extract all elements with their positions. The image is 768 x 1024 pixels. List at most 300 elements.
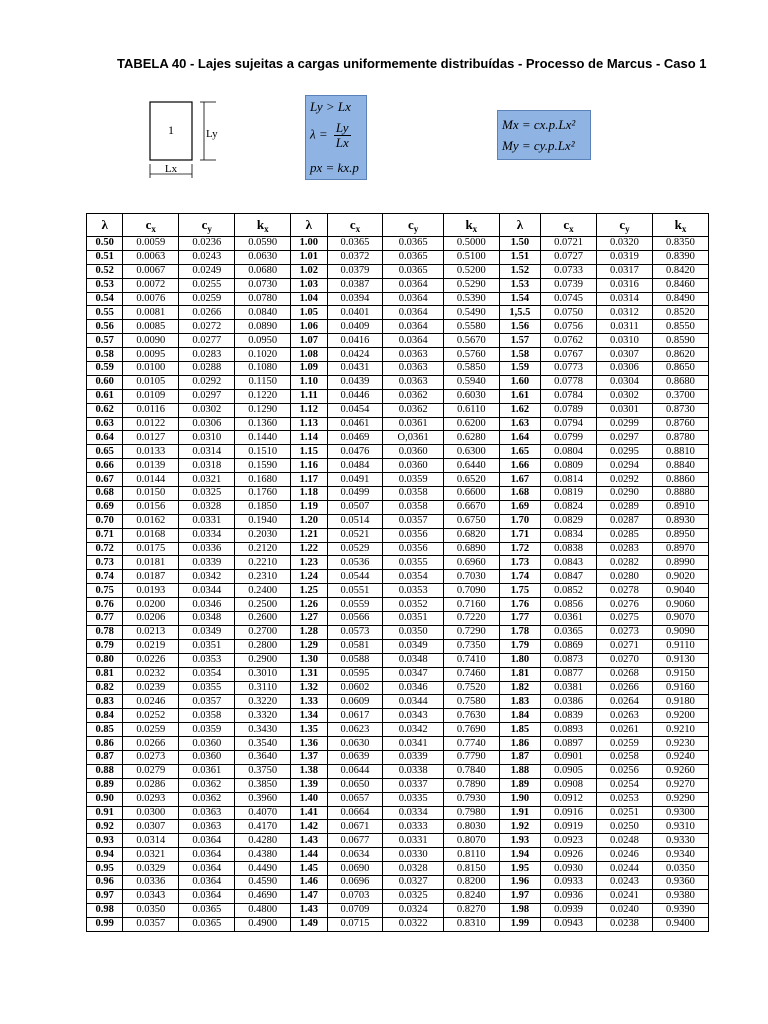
coefficient-cell: 0.0364 <box>383 334 443 348</box>
coefficient-cell: 0.8420 <box>652 264 708 278</box>
coefficient-cell: 0.0336 <box>123 875 179 889</box>
coefficient-cell: 0.0529 <box>327 542 383 556</box>
coefficient-cell: 0.5290 <box>443 278 499 292</box>
lambda-cell: 0.84 <box>87 709 123 723</box>
coefficient-cell: 0.0365 <box>383 237 443 251</box>
coefficient-cell: 0.0416 <box>327 334 383 348</box>
coefficient-cell: 0.0727 <box>541 250 597 264</box>
coefficient-cell: 0.0364 <box>179 862 235 876</box>
coefficient-cell: 0.3700 <box>652 389 708 403</box>
coefficient-cell: 0.0401 <box>327 306 383 320</box>
coefficient-cell: 0.1850 <box>235 500 291 514</box>
coefficient-cell: 0.0559 <box>327 598 383 612</box>
lambda-cell: 0.95 <box>87 862 123 876</box>
coefficient-cell: 0.0181 <box>123 556 179 570</box>
coefficient-cell: 0.9070 <box>652 612 708 626</box>
table-row <box>87 723 709 737</box>
coefficient-cell: 0.0354 <box>179 667 235 681</box>
coefficient-cell: 0.0301 <box>596 403 652 417</box>
table-row <box>87 667 709 681</box>
lambda-cell: 0.50 <box>87 237 123 251</box>
lambda-cell: 1.37 <box>291 750 327 764</box>
coefficient-cell: 0.0279 <box>123 764 179 778</box>
coefficient-cell: 0.7740 <box>443 737 499 751</box>
coefficient-cell: 0.9240 <box>652 750 708 764</box>
coefficient-cell: 0.0307 <box>123 820 179 834</box>
lambda-cell: 1.07 <box>291 334 327 348</box>
lambda-cell: 1.76 <box>499 598 540 612</box>
coefficient-cell: 0.0292 <box>596 473 652 487</box>
coefficient-cell: 0.0206 <box>123 612 179 626</box>
coefficient-cell: 0.0353 <box>179 653 235 667</box>
coefficient-cell: 0.9060 <box>652 598 708 612</box>
coefficient-cell: 0.0372 <box>327 250 383 264</box>
coefficient-cell: 0.0127 <box>123 431 179 445</box>
table-row <box>87 417 709 431</box>
coefficient-cell: 0.3220 <box>235 695 291 709</box>
coefficient-cell: 0.0363 <box>383 375 443 389</box>
table-row <box>87 375 709 389</box>
coefficient-cell: 0.0299 <box>596 417 652 431</box>
lambda-cell: 0.54 <box>87 292 123 306</box>
lambda-cell: 1.27 <box>291 612 327 626</box>
lambda-cell: 1.13 <box>291 417 327 431</box>
coefficient-cell: 0.0357 <box>123 917 179 931</box>
lambda-cell: 0.61 <box>87 389 123 403</box>
coefficient-cell: 0.0794 <box>541 417 597 431</box>
coefficient-cell: 0.0314 <box>179 445 235 459</box>
coefficient-cell: 0.8930 <box>652 514 708 528</box>
lambda-cell: 0.97 <box>87 889 123 903</box>
coefficient-cell: 0.9180 <box>652 695 708 709</box>
coefficient-cell: 0.0573 <box>327 625 383 639</box>
coefficient-cell: 0.6300 <box>443 445 499 459</box>
coefficient-cell: 0.0335 <box>383 792 443 806</box>
coefficient-cell: 0.0923 <box>541 834 597 848</box>
coefficient-cell: 0.0908 <box>541 778 597 792</box>
coefficient-cell: 0.8950 <box>652 528 708 542</box>
lambda-cell: 1.19 <box>291 500 327 514</box>
lambda-cell: 0.62 <box>87 403 123 417</box>
coefficient-cell: 0.0609 <box>327 695 383 709</box>
coefficient-cell: 0.0150 <box>123 487 179 501</box>
coefficient-cell: 0.7410 <box>443 653 499 667</box>
coefficient-cell: 0.0310 <box>596 334 652 348</box>
coefficient-cell: 0.0273 <box>123 750 179 764</box>
lambda-cell: 1.51 <box>499 250 540 264</box>
coefficient-cell: 0.0856 <box>541 598 597 612</box>
coefficient-cell: 0.0306 <box>179 417 235 431</box>
coefficient-cell: 0.0362 <box>383 403 443 417</box>
coefficient-cell: 0.0890 <box>235 320 291 334</box>
coefficient-cell: 0.0253 <box>596 792 652 806</box>
table-row <box>87 848 709 862</box>
table-row <box>87 431 709 445</box>
coefficient-cell: 0.0329 <box>123 862 179 876</box>
coefficient-cell: 0.0200 <box>123 598 179 612</box>
coefficient-cell: 0.5850 <box>443 362 499 376</box>
coefficient-cell: 0.8650 <box>652 362 708 376</box>
lambda-cell: 1.88 <box>499 764 540 778</box>
coefficient-cell: 0.0590 <box>235 237 291 251</box>
coefficient-cell: 0.0285 <box>596 528 652 542</box>
lambda-cell: 0.69 <box>87 500 123 514</box>
table-row <box>87 528 709 542</box>
coefficient-cell: 0.0644 <box>327 764 383 778</box>
coefficient-cell: 0.0551 <box>327 584 383 598</box>
coefficient-cell: 0.0300 <box>123 806 179 820</box>
coefficient-cell: 0.0243 <box>596 875 652 889</box>
lambda-cell: 1.38 <box>291 764 327 778</box>
coefficient-cell: 0.0116 <box>123 403 179 417</box>
lambda-cell: 0.63 <box>87 417 123 431</box>
coefficient-cell: 0.0268 <box>596 667 652 681</box>
coefficient-cell: 0.0721 <box>541 237 597 251</box>
coefficient-cell: 0.0244 <box>596 862 652 876</box>
coefficient-cell: 0.1510 <box>235 445 291 459</box>
lambda-cell: 1.11 <box>291 389 327 403</box>
lambda-cell: 1.47 <box>291 889 327 903</box>
coefficient-cell: 0.3960 <box>235 792 291 806</box>
lambda-cell: 1.95 <box>499 862 540 876</box>
lambda-cell: 0.80 <box>87 653 123 667</box>
coefficient-cell: 0.0387 <box>327 278 383 292</box>
coefficient-cell: 0.0677 <box>327 834 383 848</box>
table-row <box>87 764 709 778</box>
coefficient-cell: 0.0439 <box>327 375 383 389</box>
coefficient-cell: 0.8990 <box>652 556 708 570</box>
coefficient-cell: 0.7980 <box>443 806 499 820</box>
ly-label: Ly <box>206 128 218 140</box>
coefficient-cell: 0.0334 <box>179 528 235 542</box>
lambda-cell: 1.60 <box>499 375 540 389</box>
coefficient-cell: 0.5760 <box>443 348 499 362</box>
coefficient-cell: 0.0363 <box>179 820 235 834</box>
lambda-cell: 1.73 <box>499 556 540 570</box>
lambda-cell: 1.81 <box>499 667 540 681</box>
coefficient-cell: 0.4280 <box>235 834 291 848</box>
coefficient-cell: 0.5490 <box>443 306 499 320</box>
coefficient-cell: 0.3640 <box>235 750 291 764</box>
coefficient-cell: 0.0352 <box>383 598 443 612</box>
lambda-cell: 1.18 <box>291 487 327 501</box>
coefficient-cell: 0.0270 <box>596 653 652 667</box>
table-row <box>87 348 709 362</box>
coefficient-cell: 0.8840 <box>652 459 708 473</box>
coefficient-cell: 0.9310 <box>652 820 708 834</box>
lambda-cell: 0.64 <box>87 431 123 445</box>
coefficient-cell: 0.0365 <box>541 625 597 639</box>
coefficient-cell: 0.0263 <box>596 709 652 723</box>
lambda-cell: 0.70 <box>87 514 123 528</box>
coefficient-cell: 0.0873 <box>541 653 597 667</box>
coefficient-cell: 0.0307 <box>596 348 652 362</box>
coefficient-cell: 0.0814 <box>541 473 597 487</box>
coefficient-cell: 0.9020 <box>652 570 708 584</box>
table-row <box>87 570 709 584</box>
coefficient-cell: 0.7520 <box>443 681 499 695</box>
coefficient-cell: 0.7350 <box>443 639 499 653</box>
coefficient-cell: 0.6670 <box>443 500 499 514</box>
coefficient-cell: 0.2800 <box>235 639 291 653</box>
coefficient-cell: 0.0226 <box>123 653 179 667</box>
lambda-cell: 1.10 <box>291 375 327 389</box>
formula-lambda: λ = $\frac{Ly}{Lx}$ <box>310 120 349 150</box>
coefficient-cell: 0.2120 <box>235 542 291 556</box>
lambda-cell: 1.06 <box>291 320 327 334</box>
lambda-cell: 1.12 <box>291 403 327 417</box>
coefficient-cell: 0.0364 <box>179 834 235 848</box>
column-header: $c_y$ <box>596 214 652 237</box>
coefficient-cell: 0.8760 <box>652 417 708 431</box>
lambda-cell: 0.73 <box>87 556 123 570</box>
coefficient-cell: 0.3750 <box>235 764 291 778</box>
table-row <box>87 306 709 320</box>
coefficient-cell: 0.0295 <box>596 445 652 459</box>
formula-panel-ratio <box>305 95 367 180</box>
lambda-cell: 0.65 <box>87 445 123 459</box>
coefficient-cell: 0.0362 <box>179 778 235 792</box>
lambda-cell: 1.65 <box>499 445 540 459</box>
coefficient-cell: 0.8390 <box>652 250 708 264</box>
coefficient-cell: 0.0363 <box>179 806 235 820</box>
coefficient-cell: 0.0187 <box>123 570 179 584</box>
coefficient-cell: 0.0278 <box>596 584 652 598</box>
coefficient-cell: 0.0381 <box>541 681 597 695</box>
coefficient-cell: 0.0358 <box>383 500 443 514</box>
lambda-cell: 0.78 <box>87 625 123 639</box>
lambda-cell: 1.74 <box>499 570 540 584</box>
coefficient-cell: 0.8620 <box>652 348 708 362</box>
lambda-cell: 0.52 <box>87 264 123 278</box>
coefficient-cell: 0.0081 <box>123 306 179 320</box>
coefficient-cell: 0.0355 <box>383 556 443 570</box>
coefficient-cell: 0.7290 <box>443 625 499 639</box>
coefficient-cell: 0.0239 <box>123 681 179 695</box>
lambda-cell: 0.75 <box>87 584 123 598</box>
coefficient-cell: 0.9290 <box>652 792 708 806</box>
coefficient-cell: 0.0266 <box>123 737 179 751</box>
lambda-cell: 1.70 <box>499 514 540 528</box>
coefficient-cell: 0.0386 <box>541 695 597 709</box>
column-header: λ <box>87 214 123 237</box>
coefficient-cell: 0.0829 <box>541 514 597 528</box>
lambda-cell: 1.08 <box>291 348 327 362</box>
coefficient-cell: 0.6030 <box>443 389 499 403</box>
coefficient-cell: O,0361 <box>383 431 443 445</box>
lambda-cell: 1.41 <box>291 806 327 820</box>
coefficient-cell: 0.9090 <box>652 625 708 639</box>
coefficient-cell: 0.4170 <box>235 820 291 834</box>
coefficient-cell: 0.0360 <box>383 459 443 473</box>
coefficient-cell: 0.0745 <box>541 292 597 306</box>
lambda-cell: 0.71 <box>87 528 123 542</box>
coefficient-cell: 0.0843 <box>541 556 597 570</box>
lambda-cell: 1.14 <box>291 431 327 445</box>
lambda-cell: 1.62 <box>499 403 540 417</box>
coefficient-cell: 0.0334 <box>383 806 443 820</box>
coefficient-cell: 0.0085 <box>123 320 179 334</box>
coefficient-cell: 0.6110 <box>443 403 499 417</box>
coefficient-cell: 0.7630 <box>443 709 499 723</box>
lambda-cell: 0.90 <box>87 792 123 806</box>
table-row <box>87 862 709 876</box>
table-row <box>87 778 709 792</box>
lambda-cell: 1.26 <box>291 598 327 612</box>
coefficient-cell: 0.4800 <box>235 903 291 917</box>
coefficient-cell: 0.0302 <box>596 389 652 403</box>
coefficient-cell: 0.3850 <box>235 778 291 792</box>
coefficient-cell: 0.9210 <box>652 723 708 737</box>
coefficient-cell: 0.0213 <box>123 625 179 639</box>
lambda-cell: 1.40 <box>291 792 327 806</box>
coefficient-cell: 0.0733 <box>541 264 597 278</box>
coefficient-cell: 0.0255 <box>179 278 235 292</box>
lx-label: Lx <box>164 163 178 175</box>
coefficient-cell: 0.0484 <box>327 459 383 473</box>
coefficient-cell: 0.0361 <box>383 417 443 431</box>
table-row <box>87 362 709 376</box>
coefficient-cell: 0.0750 <box>541 306 597 320</box>
coefficient-cell: 0.4590 <box>235 875 291 889</box>
lambda-cell: 1.72 <box>499 542 540 556</box>
coefficient-cell: 0.7690 <box>443 723 499 737</box>
coefficient-cell: 0.0650 <box>327 778 383 792</box>
table-row <box>87 542 709 556</box>
coefficient-cell: 0.3430 <box>235 723 291 737</box>
coefficient-cell: 0.1220 <box>235 389 291 403</box>
coefficient-cell: 0.4690 <box>235 889 291 903</box>
coefficient-cell: 0.7790 <box>443 750 499 764</box>
coefficient-cell: 0.0100 <box>123 362 179 376</box>
lambda-cell: 1.29 <box>291 639 327 653</box>
coefficient-cell: 0.0630 <box>235 250 291 264</box>
lambda-cell: 1.90 <box>499 792 540 806</box>
coefficient-cell: 0.0499 <box>327 487 383 501</box>
column-header: $c_x$ <box>123 214 179 237</box>
lambda-cell: 0.58 <box>87 348 123 362</box>
lambda-cell: 0.99 <box>87 917 123 931</box>
coefficient-cell: 0.0359 <box>383 473 443 487</box>
lambda-cell: 1.31 <box>291 667 327 681</box>
coefficient-cell: 0.0306 <box>596 362 652 376</box>
coefficient-cell: 0.0780 <box>235 292 291 306</box>
coefficient-cell: 0.0302 <box>179 403 235 417</box>
table-row <box>87 737 709 751</box>
coefficient-cell: 0.0936 <box>541 889 597 903</box>
coefficient-cell: 0.0784 <box>541 389 597 403</box>
coefficient-cell: 0.0342 <box>179 570 235 584</box>
coefficient-cell: 0.0280 <box>596 570 652 584</box>
coefficient-cell: 0.0304 <box>596 375 652 389</box>
coefficient-cell: 0.0905 <box>541 764 597 778</box>
coefficient-cell: 0.8780 <box>652 431 708 445</box>
coefficient-cell: 0.0939 <box>541 903 597 917</box>
coefficient-cell: 0.0328 <box>383 862 443 876</box>
coefficient-cell: 0.0461 <box>327 417 383 431</box>
coefficient-cell: 0.8200 <box>443 875 499 889</box>
coefficient-cell: 0.0943 <box>541 917 597 931</box>
table-row <box>87 473 709 487</box>
lambda-cell: 1.04 <box>291 292 327 306</box>
coefficient-cell: 0.0347 <box>383 667 443 681</box>
table-row <box>87 917 709 931</box>
coefficient-cell: 0.8520 <box>652 306 708 320</box>
coefficient-cell: 0.0739 <box>541 278 597 292</box>
coefficient-cell: 0.9040 <box>652 584 708 598</box>
lambda-cell: 1.49 <box>291 917 327 931</box>
coefficient-cell: 0.0756 <box>541 320 597 334</box>
coefficient-cell: 0.0362 <box>383 389 443 403</box>
lambda-cell: 1.66 <box>499 459 540 473</box>
coefficient-cell: 0.8460 <box>652 278 708 292</box>
lambda-cell: 0.68 <box>87 487 123 501</box>
coefficient-cell: 0.0424 <box>327 348 383 362</box>
coefficient-cell: 0.7930 <box>443 792 499 806</box>
table-row <box>87 612 709 626</box>
coefficient-cell: 0.1360 <box>235 417 291 431</box>
table-row <box>87 514 709 528</box>
coefficient-cell: 0.0703 <box>327 889 383 903</box>
lambda-cell: 1.25 <box>291 584 327 598</box>
coefficient-cell: 0.8880 <box>652 487 708 501</box>
coefficient-cell: 0.0293 <box>123 792 179 806</box>
lambda-cell: 0.83 <box>87 695 123 709</box>
table-row <box>87 487 709 501</box>
table-row <box>87 389 709 403</box>
coefficient-cell: 0.0767 <box>541 348 597 362</box>
coefficient-cell: 0.7090 <box>443 584 499 598</box>
lambda-cell: 1.59 <box>499 362 540 376</box>
coefficient-cell: 0.0328 <box>179 500 235 514</box>
coefficient-cell: 0.0365 <box>383 250 443 264</box>
coefficient-cell: 0.0353 <box>383 584 443 598</box>
coefficient-cell: 0.9400 <box>652 917 708 931</box>
coefficient-cell: 0.0365 <box>179 903 235 917</box>
table-row <box>87 292 709 306</box>
lambda-cell: 1.28 <box>291 625 327 639</box>
coefficient-cell: 0.8490 <box>652 292 708 306</box>
coefficient-cell: 0.0236 <box>179 237 235 251</box>
coefficient-cell: 0.0930 <box>541 862 597 876</box>
coefficient-cell: 0.0063 <box>123 250 179 264</box>
coefficient-cell: 0.0343 <box>383 709 443 723</box>
coefficient-cell: 0.0351 <box>179 639 235 653</box>
coefficient-cell: 0.0360 <box>179 750 235 764</box>
coefficient-cell: 0.9300 <box>652 806 708 820</box>
coefficient-cell: 0.1020 <box>235 348 291 362</box>
coefficient-cell: 0.0109 <box>123 389 179 403</box>
coefficient-cell: 0.0336 <box>179 542 235 556</box>
coefficient-cell: 0.6960 <box>443 556 499 570</box>
coefficient-cell: 0.0507 <box>327 500 383 514</box>
coefficient-cell: 0.0581 <box>327 639 383 653</box>
coefficient-cell: 0.0365 <box>383 264 443 278</box>
coefficient-cell: 0.4380 <box>235 848 291 862</box>
lambda-cell: 0.55 <box>87 306 123 320</box>
coefficient-cell: 0.0852 <box>541 584 597 598</box>
coefficient-cell: 0.8240 <box>443 889 499 903</box>
lambda-cell: 1.71 <box>499 528 540 542</box>
column-header: $c_y$ <box>383 214 443 237</box>
lambda-cell: 1.96 <box>499 875 540 889</box>
coefficient-cell: 0.0778 <box>541 375 597 389</box>
coefficient-cell: 0.0361 <box>541 612 597 626</box>
coefficient-cell: 0.0286 <box>123 778 179 792</box>
lambda-cell: 1.58 <box>499 348 540 362</box>
coefficient-cell: 0.0256 <box>596 764 652 778</box>
coefficient-cell: 0.0287 <box>596 514 652 528</box>
